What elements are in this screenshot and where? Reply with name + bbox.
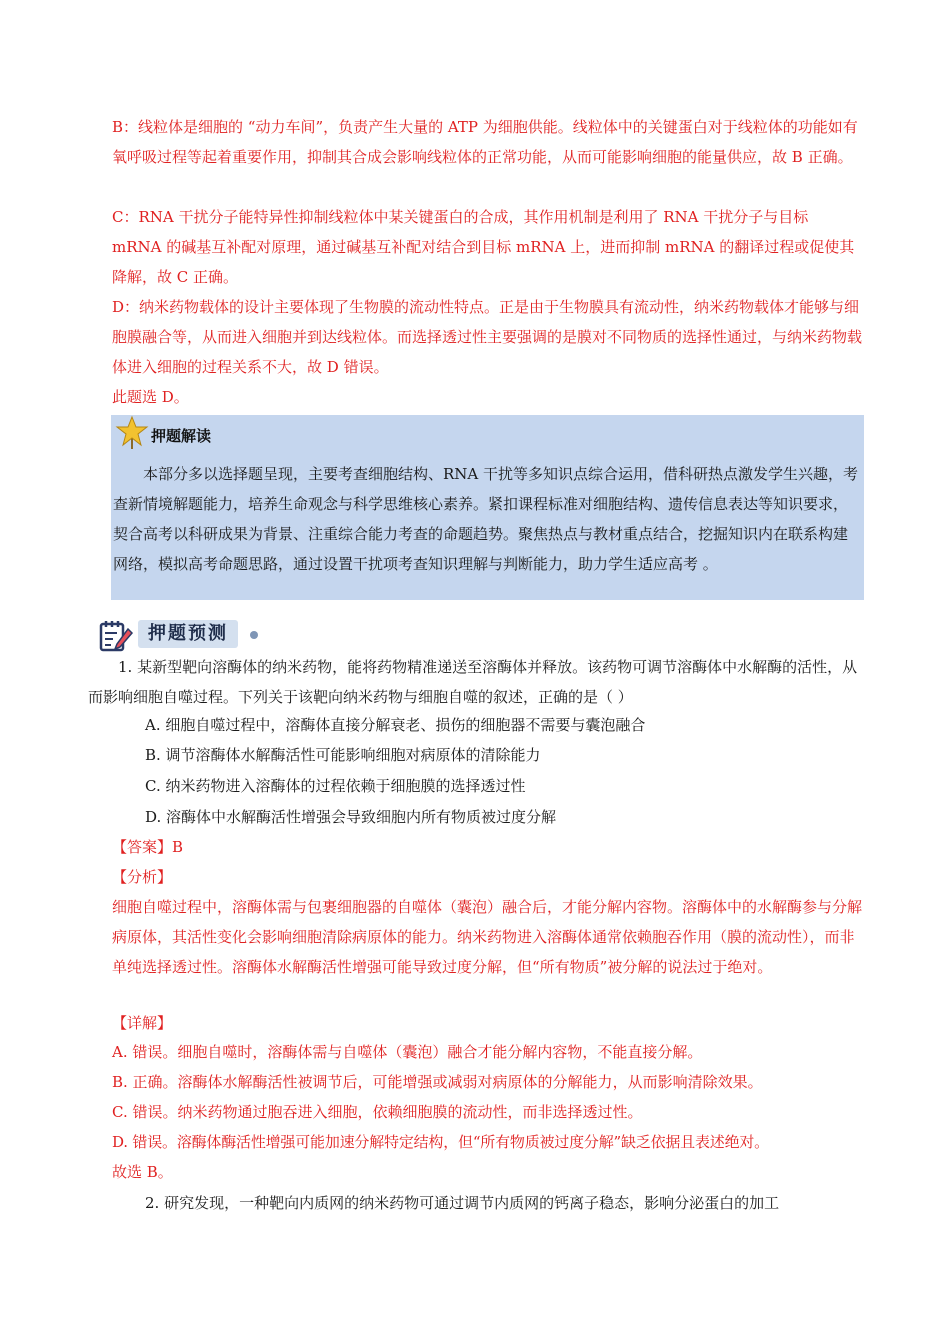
analysis-option-b: B：线粒体是细胞的 “动力车间”，负责产生大量的 ATP 为细胞供能。线粒体中的关键蛋白对于线粒体的功能如有氧呼吸过程等起着重要作用，抑制其合成会影响线粒体的正常功能，从而可能影响细胞的能量供应，故 B 正确。 — [112, 118, 858, 166]
analysis-text: 细胞自噬过程中，溶酶体需与包裹细胞器的自噬体（囊泡）融合后，才能分解内容物。溶酶体中的水解酶参与分解病原体，其活性变化会影响细胞清除病原体的能力。纳米药物进入溶酶体通常依赖胞吞作用（膜的流动性），而非单纯选择透过性。溶酶体水解酶活性增强可能导致过度分解，但“所有物质”被分解的说法过于绝对。 — [112, 898, 863, 976]
analysis-conclusion: 此题选 D。 — [112, 388, 189, 406]
question-1-option-c: C. 纳米药物进入溶酶体的过程依赖于细胞膜的选择透过性 — [145, 777, 526, 795]
detail-conclusion: 故选 B。 — [112, 1163, 173, 1181]
detail-a: A. 错误。细胞自噬时，溶酶体需与自噬体（囊泡）融合才能分解内容物，不能直接分解。 — [112, 1043, 703, 1061]
answer-line — [112, 832, 862, 862]
interpretation-text: 本部分多以选择题呈现，主要考查细胞结构、RNA 干扰等多知识点综合运用，借科研热点激发学生兴趣，考查新情境解题能力，培养生命观念与科学思维核心素养。紧扣课程标准对细胞结构、遗传信息表达等知识要求，契合高考以科研成果为背景、注重综合能力考查的命题趋势。聚焦热点与教材重点结合，挖掘知识内在联系构建网络，模拟高考命题思路，通过设置干扰项考查知识理解与判断能力，助力学生适应高考 。 — [113, 465, 859, 573]
interpretation-box — [111, 415, 864, 600]
question-1-option-b: B. 调节溶酶体水解酶活性可能影响细胞对病原体的清除能力 — [145, 746, 541, 764]
analysis-option-c: C：RNA 干扰分子能特异性抑制线粒体中某关键蛋白的合成，其作用机制是利用了 RNA 干扰分子与目标 mRNA 的碱基互补配对原理，通过碱基互补配对结合到目标 mRNA 上，进而抑制 mRNA 的翻译过程或促使其降解，故 C 正确。 — [112, 208, 855, 286]
detail-label: 【详解】 — [112, 1014, 173, 1032]
answer-value: B — [172, 838, 184, 856]
question-1-option-d: D. 溶酶体中水解酶活性增强会导致细胞内所有物质被过度分解 — [145, 808, 557, 826]
star-icon — [115, 415, 149, 449]
detail-d: D. 错误。溶酶体酶活性增强可能加速分解特定结构，但“所有物质被过度分解”缺乏依据且表述绝对。 — [112, 1133, 769, 1151]
answer-label: 【答案】 — [112, 838, 173, 856]
prediction-title: 押题预测 — [138, 620, 238, 648]
analysis-label: 【分析】 — [112, 868, 173, 886]
detail-c: C. 错误。纳米药物通过胞吞进入细胞，依赖细胞膜的流动性，而非选择透过性。 — [112, 1103, 643, 1121]
analysis-option-d: D：纳米药物载体的设计主要体现了生物膜的流动性特点。正是由于生物膜具有流动性，纳米药物载体才能够与细胞膜融合等，从而进入细胞并到达线粒体。而选择透过性主要强调的是膜对不同物质的选择性通过，与纳米药物载体进入细胞的过程关系不大，故 D 错误。 — [112, 298, 863, 376]
interpretation-title: 押题解读 — [151, 427, 212, 445]
question-1-option-a: A. 细胞自噬过程中，溶酶体直接分解衰老、损伤的细胞器不需要与囊泡融合 — [145, 716, 646, 734]
question-1-stem: 1. 某新型靶向溶酶体的纳米药物，能将药物精准递送至溶酶体并释放。该药物可调节溶酶体中水解酶的活性，从而影响细胞自噬过程。下列关于该靶向纳米药物与细胞自噬的叙述，正确的是（ ） — [88, 658, 858, 706]
detail-b: B. 正确。溶酶体水解酶活性被调节后，可能增强或减弱对病原体的分解能力，从而影响清除效果。 — [112, 1073, 763, 1091]
question-2-stem: 2. 研究发现，一种靶向内质网的纳米药物可通过调节内质网的钙离子稳态，影响分泌蛋白的加工 — [145, 1194, 780, 1212]
notepad-pencil-icon — [98, 617, 134, 653]
bullet-dot-icon — [250, 631, 258, 639]
prediction-header — [98, 617, 278, 653]
